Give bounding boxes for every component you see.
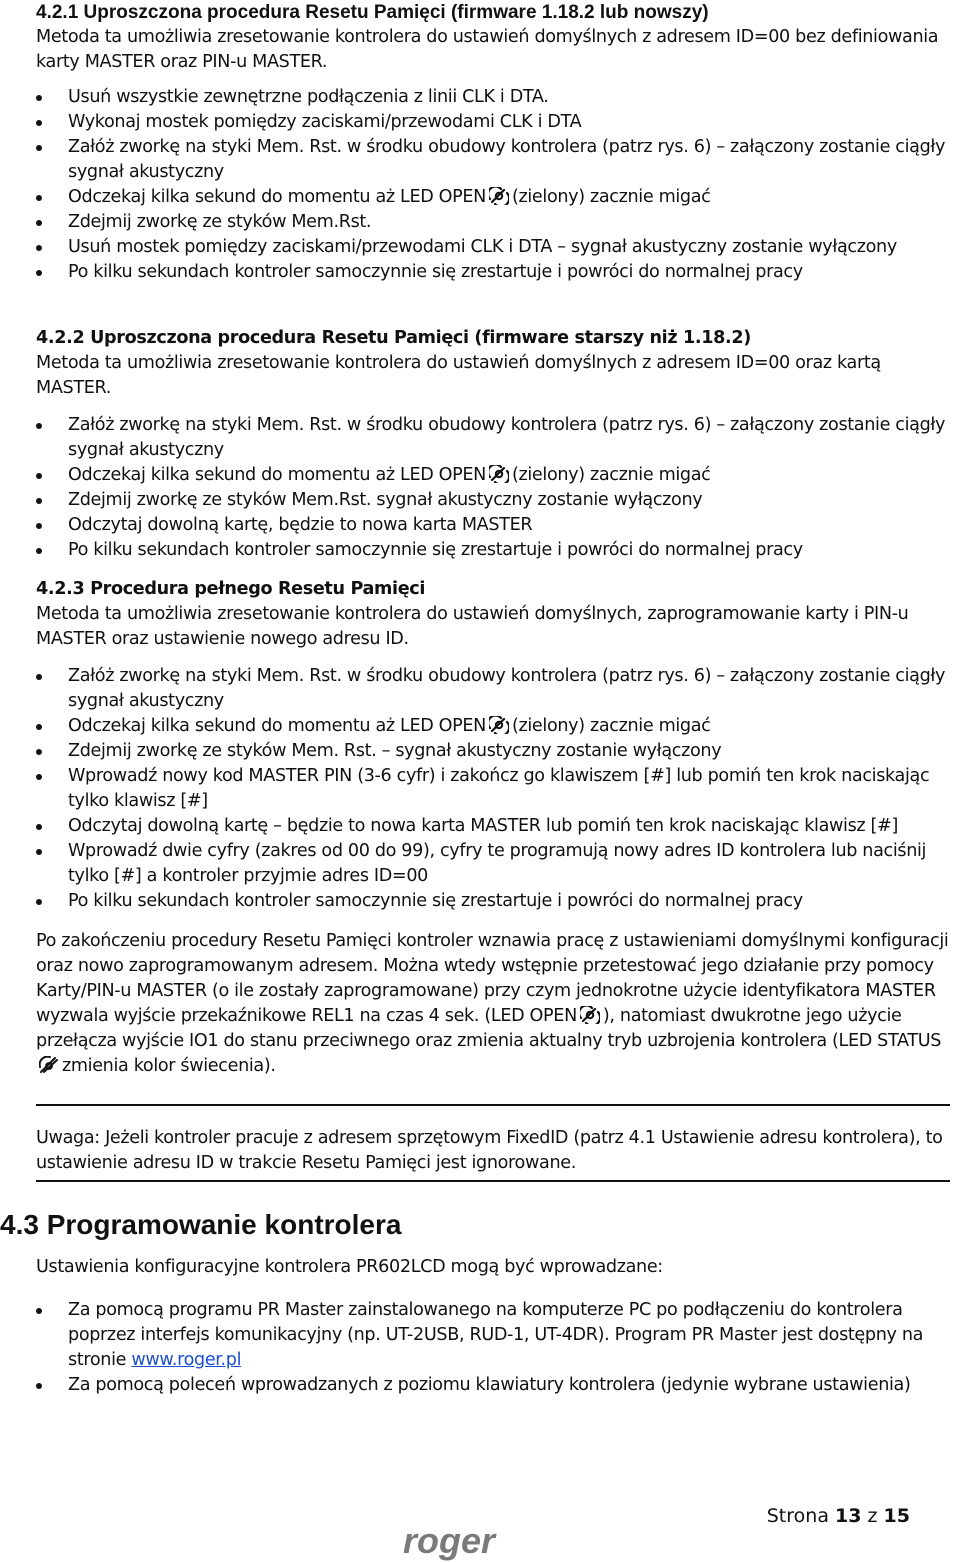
list-item: Załóż zworkę na styki Mem. Rst. w środku obudowy kontrolera (patrz rys. 6) – załączony zostanie ciągły sygnał akustyczny <box>68 137 946 182</box>
list-item: Po kilku sekundach kontroler samoczynnie się zrestartuje i powróci do normalnej pracy <box>68 891 803 911</box>
led-open-icon <box>489 465 509 483</box>
section-4-3-list <box>36 1298 950 1398</box>
note-block <box>36 1126 950 1176</box>
section-4-2-1-heading: 4.2.1 Uproszczona procedura Resetu Pamięci (firmware 1.18.2 lub nowszy) <box>36 2 709 23</box>
list-item: Odczytaj dowolną kartę, będzie to nowa karta MASTER <box>68 515 533 535</box>
led-open-icon <box>580 1006 600 1024</box>
section-4-2-3 <box>36 577 950 1079</box>
section-4-2-3-list <box>36 664 950 914</box>
list-item: Odczytaj dowolną kartę – będzie to nowa karta MASTER lub pomiń ten krok naciskając klawisz [#] <box>68 816 898 836</box>
list-item: Za pomocą programu PR Master zainstalowanego na komputerze PC po podłączeniu do kontrolera poprzez interfejs komunikacyjny (np. UT-2USB, RUD-1, UT-4DR). Program PR Master jest dostępny na stronie www.roger.pl <box>68 1300 924 1370</box>
list-item: Zdejmij zworkę ze styków Mem.Rst. <box>68 212 372 232</box>
roger-logo: roger <box>403 1520 496 1561</box>
section-4-2-1-list <box>36 85 950 285</box>
section-4-2-3-intro: Metoda ta umożliwia zresetowanie kontrolera do ustawień domyślnych, zaprogramowanie karty i PIN-u MASTER oraz ustawienie nowego adresu ID. <box>36 604 909 649</box>
list-item: Zdejmij zworkę ze styków Mem.Rst. sygnał akustyczny zostanie wyłączony <box>68 490 703 510</box>
led-status-icon <box>39 1056 59 1074</box>
section-4-2-2-intro: Metoda ta umożliwia zresetowanie kontrolera do ustawień domyślnych z adresem ID=00 oraz kartą MASTER. <box>36 353 881 398</box>
page-number: Strona 13 z 15 <box>766 1505 910 1527</box>
list-item: Załóż zworkę na styki Mem. Rst. w środku obudowy kontrolera (patrz rys. 6) – załączony zostanie ciągły sygnał akustyczny <box>68 666 946 711</box>
note-divider-bottom <box>36 1180 950 1182</box>
section-4-2-3-closing: Po zakończeniu procedury Resetu Pamięci kontroler wznawia pracę z ustawieniami domyślnymi konfiguracji oraz nowo zaprogramowanym adresem. Można wtedy wstępnie przetestować jego działanie przy pomocy Karty/PIN-u MASTER (o ile zostały zaprogramowane) przy czym jednokrotne użycie identyfikatora MASTER wyzwala wyjście przekaźnikowe REL1 na czas 4 sek. (LED OPEN ), natomiast dwukrotne jego użycie przełącza wyjście IO1 do stanu przeciwnego oraz zmienia aktualny tryb uzbrojenia kontrolera (LED STATUSzmienia kolor świecenia). <box>36 931 949 1076</box>
section-4-2-1 <box>36 0 950 285</box>
list-item: Usuń wszystkie zewnętrzne podłączenia z linii CLK i DTA. <box>68 87 549 107</box>
list-item: Odczekaj kilka sekund do momentu aż LED OPEN (zielony) zacznie migać <box>68 465 711 485</box>
list-item: Po kilku sekundach kontroler samoczynnie się zrestartuje i powróci do normalnej pracy <box>68 262 803 282</box>
section-4-2-2-heading: 4.2.2 Uproszczona procedura Resetu Pamięci (firmware starszy niż 1.18.2) <box>36 328 751 348</box>
led-open-icon <box>489 187 509 205</box>
roger-website-link[interactable]: www.roger.pl <box>131 1350 242 1370</box>
list-item: Odczekaj kilka sekund do momentu aż LED OPEN (zielony) zacznie migać <box>68 716 711 736</box>
list-item: Po kilku sekundach kontroler samoczynnie się zrestartuje i powróci do normalnej pracy <box>68 540 803 560</box>
led-open-icon <box>489 716 509 734</box>
section-4-2-2 <box>36 326 950 563</box>
section-4-2-2-list <box>36 413 950 563</box>
section-4-3 <box>36 1255 950 1398</box>
list-item: Usuń mostek pomiędzy zaciskami/przewodami CLK i DTA – sygnał akustyczny zostanie wyłączony <box>68 237 897 257</box>
list-item: Zdejmij zworkę ze styków Mem. Rst. – sygnał akustyczny zostanie wyłączony <box>68 741 722 761</box>
list-item: Załóż zworkę na styki Mem. Rst. w środku obudowy kontrolera (patrz rys. 6) – załączony zostanie ciągły sygnał akustyczny <box>68 415 946 460</box>
list-item: Wykonaj mostek pomiędzy zaciskami/przewodami CLK i DTA <box>68 112 582 132</box>
note-divider-top <box>36 1104 950 1106</box>
section-4-3-heading: 4.3 Programowanie kontrolera <box>0 1209 402 1240</box>
section-4-2-3-heading: 4.2.3 Procedura pełnego Resetu Pamięci <box>36 579 426 599</box>
list-item: Za pomocą poleceń wprowadzanych z poziomu klawiatury kontrolera (jedynie wybrane ustawienia) <box>68 1375 911 1395</box>
section-4-2-1-intro: Metoda ta umożliwia zresetowanie kontrolera do ustawień domyślnych z adresem ID=00 bez definiowania karty MASTER oraz PIN-u MASTER. <box>36 27 939 72</box>
section-4-3-intro: Ustawienia konfiguracyjne kontrolera PR602LCD mogą być wprowadzane: <box>36 1257 663 1277</box>
list-item: Wprowadź dwie cyfry (zakres od 00 do 99), cyfry te programują nowy adres ID kontrolera lub naciśnij tylko [#] a kontroler przyjmie adres ID=00 <box>68 841 927 886</box>
list-item: Odczekaj kilka sekund do momentu aż LED OPEN (zielony) zacznie migać <box>68 187 711 207</box>
note-text: Uwaga: Jeżeli kontroler pracuje z adresem sprzętowym FixedID (patrz 4.1 Ustawienie adresu kontrolera), to ustawienie adresu ID w trakcie Resetu Pamięci jest ignorowane. <box>36 1128 943 1173</box>
list-item: Wprowadź nowy kod MASTER PIN (3-6 cyfr) i zakończ go klawiszem [#] lub pomiń ten krok naciskając tylko klawisz [#] <box>68 766 930 811</box>
